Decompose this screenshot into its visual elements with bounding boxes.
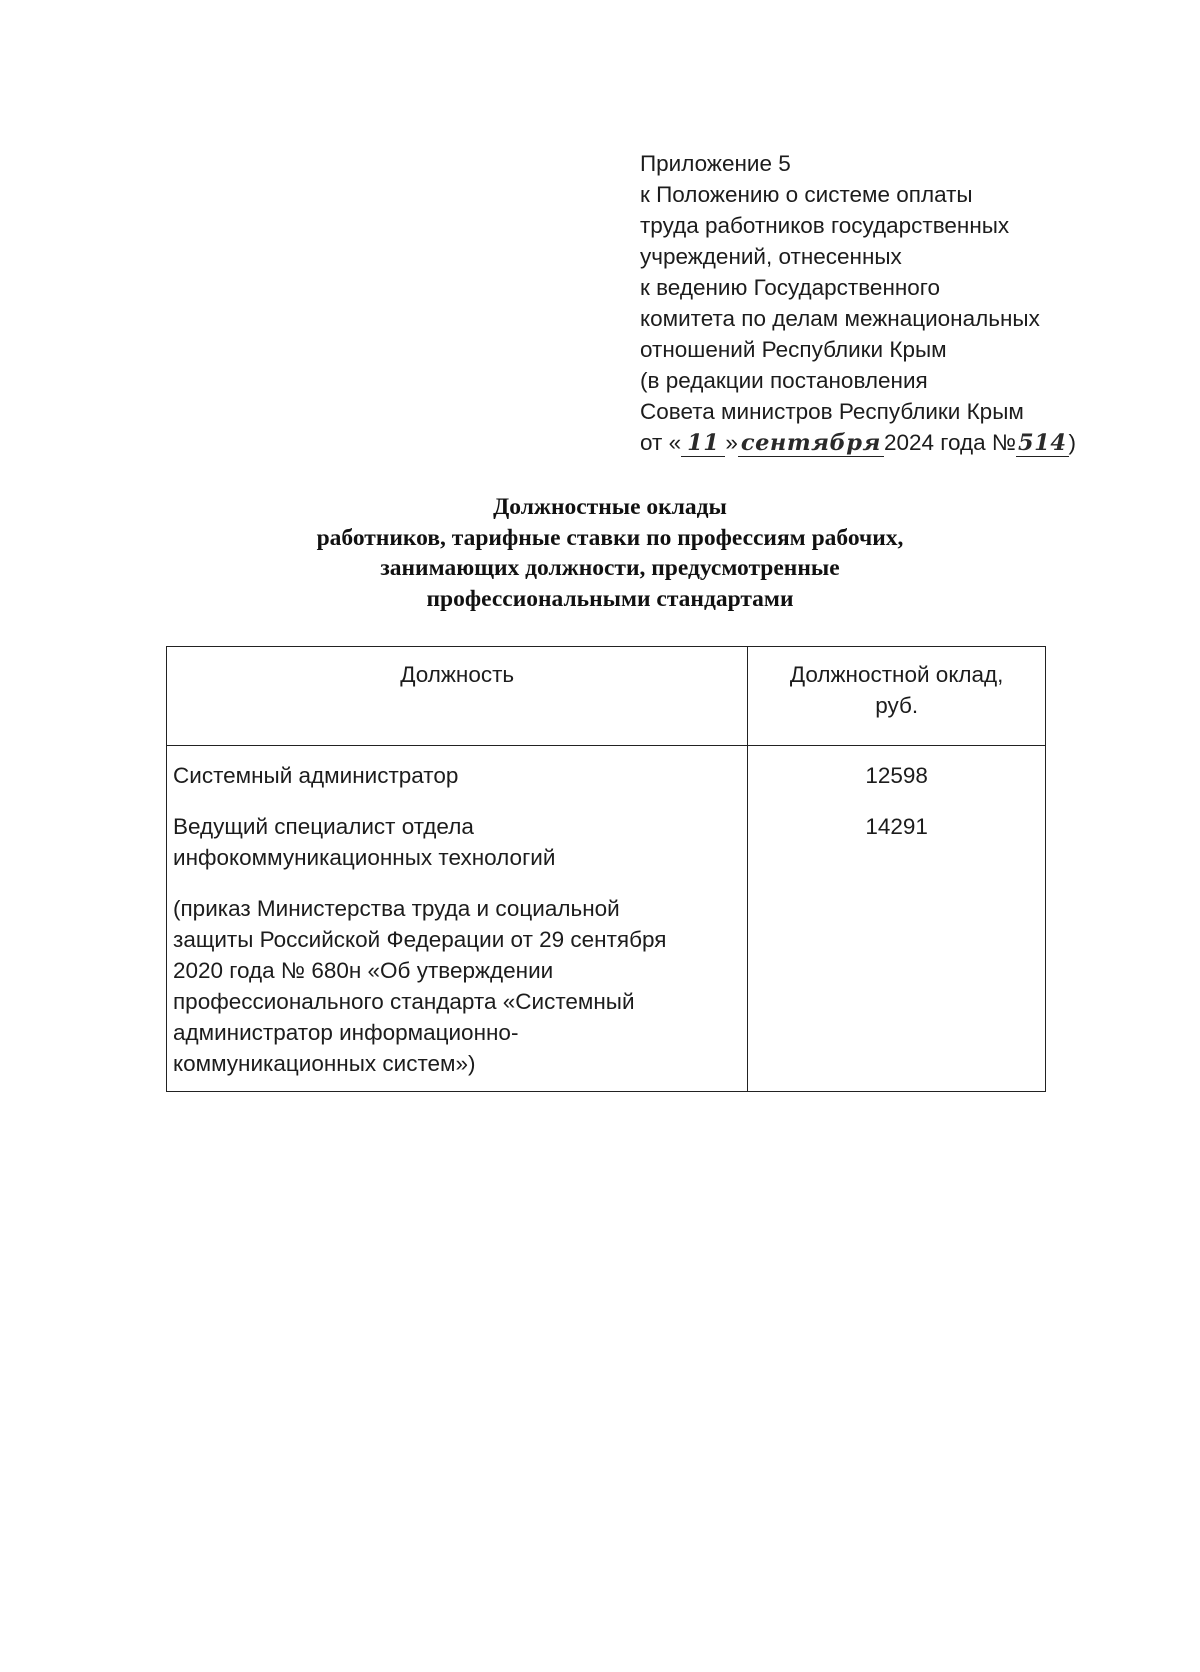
salary-value-1: 12598 [865,763,928,788]
appendix-line-6: комитета по делам межнациональных [640,306,1040,331]
note-line-2: защиты Российской Федерации от 29 сентября [173,927,667,952]
legal-reference-note [173,893,741,1079]
date-close: ) [1068,430,1076,455]
salary-value-2: 14291 [865,814,928,839]
year-text: 2024 года № [883,430,1017,455]
position-name-2 [173,811,741,873]
note-line-4: профессионального стандарта «Системный [173,989,635,1014]
date-separator: » [725,430,738,455]
appendix-line-1: Приложение 5 [640,151,791,176]
position-cell [167,746,748,1092]
appendix-line-8: (в редакции постановления [640,368,928,393]
document-title [180,492,1040,614]
appendix-block [640,148,1180,459]
note-line-5: администратор информационно- [173,1020,519,1045]
header-salary [748,647,1046,746]
appendix-line-7: отношений Республики Крым [640,337,947,362]
title-line-3: занимающих должности, предусмотренные [380,555,840,581]
title-line-4: профессиональными стандартами [426,585,794,612]
position-name-1: Системный администратор [173,763,459,788]
appendix-line-5: к ведению Государственного [640,275,941,300]
salary-cell [748,746,1046,1092]
table-header-row [167,647,1046,746]
appendix-line-2: к Положению о системе оплаты [640,182,973,207]
salary-table [166,646,1046,1092]
appendix-line-4: учреждений, отнесенных [640,244,902,269]
header-salary-line-1: Должностной оклад, [789,662,1004,687]
position-2-line-2: инфокоммуникационных технологий [173,845,556,870]
handwritten-number: 514 [1018,430,1067,456]
header-salary-line-2: руб. [875,693,919,718]
appendix-line-9: Совета министров Республики Крым [640,399,1024,424]
table-row [167,746,1046,1092]
handwritten-month: сентября [738,430,884,457]
position-2-line-1: Ведущий специалист отдела [173,814,474,839]
note-line-6: коммуникационных систем») [173,1051,476,1076]
appendix-line-3: труда работников государственных [640,213,1010,238]
title-line-1: Должностные оклады [493,494,727,520]
title-line-2: работников, тарифные ставки по профессиям рабочих, [316,524,904,551]
header-position: Должность [167,647,748,746]
handwritten-day: 11 [681,430,725,457]
appendix-date-line [640,427,1180,459]
note-line-1: (приказ Министерства труда и социальной [173,896,620,921]
note-line-3: 2020 года № 680н «Об утверждении [173,958,554,983]
date-prefix: от « [640,430,682,455]
